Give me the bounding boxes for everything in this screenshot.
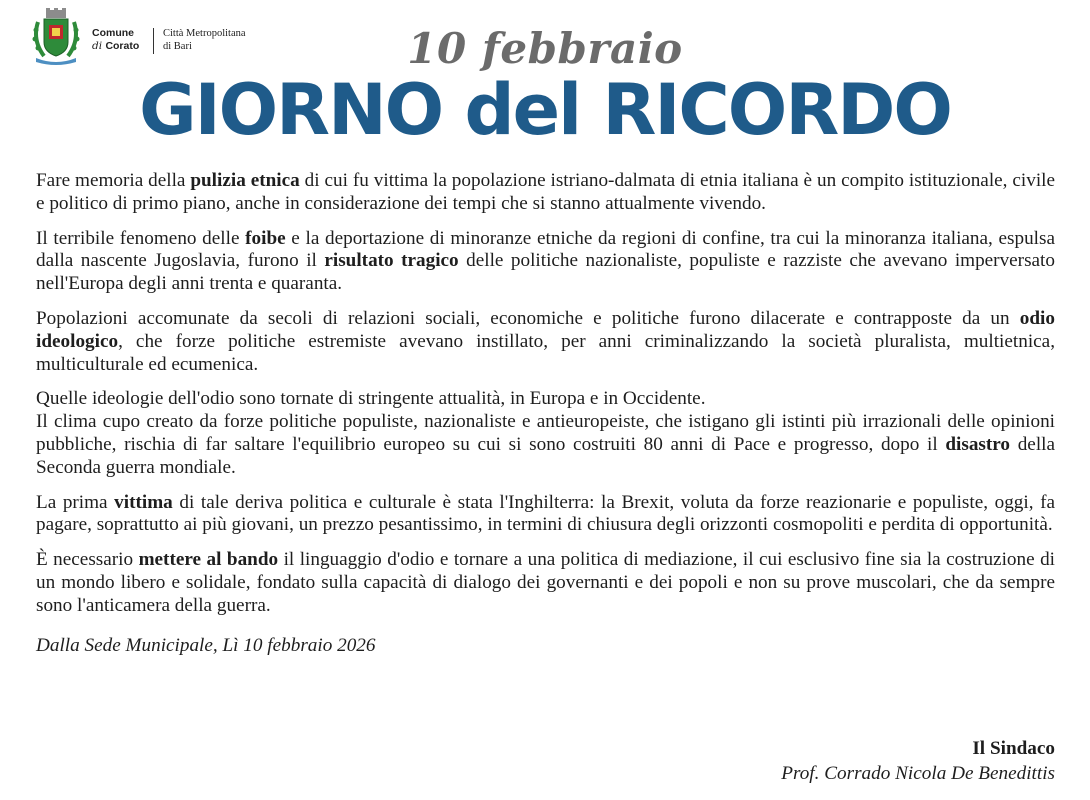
paragraph-text: La prima <box>36 491 115 513</box>
paragraph-text: il linguaggio d'odio e tornare a una politica di mediazione, il cui esclusivo fine sia la costruzione di un mondo libero e solidale, fondato sulla capacità di dialogo dei governanti e dei popoli e non su prove muscolari, che da sempre sono l'anticamera della guerra. <box>36 549 1055 616</box>
paragraph-text: di cui fu vittima la popolazione istriano-dalmata di etnia italiana è un compito istituzionale, civile e politico di primo piano, anche in considerazione dei tempi che si stanno attualmente vivendo. <box>36 170 1056 214</box>
header <box>0 0 1090 150</box>
paragraph-text: e la deportazione di minoranze etniche da regioni di confine, tra cui la minoranza italiana, espulsa dalla nascente Jugoslavia, furono il <box>36 227 1055 272</box>
place-and-date: Dalla Sede Municipale, Lì 10 febbraio 2026 <box>36 634 376 656</box>
paragraph-text: Fare memoria della <box>36 170 191 191</box>
logo-metro-line1: Città Metropolitana <box>163 28 246 39</box>
paragraph-2 <box>36 228 1055 296</box>
main-title: GIORNO del RICORDO <box>139 69 951 151</box>
paragraph-emphasis: vittima <box>114 491 173 513</box>
paragraph-text: delle politiche nazionaliste, populiste e razziste che avevano imperversato nell'Europa degli anni trenta e quaranta. <box>36 250 1055 295</box>
paragraph-emphasis: pulizia etnica <box>190 170 300 191</box>
logo-di-label: di <box>92 40 103 52</box>
paragraph-3 <box>36 308 1055 376</box>
paragraph-6 <box>36 549 1055 617</box>
paragraph-4 <box>36 388 1055 479</box>
paragraph-text: Popolazioni accomunate da secoli di relazioni sociali, economiche e politiche furono dilacerate e contrapposte da un <box>36 307 1020 329</box>
paragraph-text: Il clima cupo creato da forze politiche populiste, nazionaliste e antieuropeiste, che istigano gli istinti più irrazionali delle opinioni pubbliche, rischia di far saltare l'equilibrio europeo su cui si sono costruiti 80 anni di Pace e progresso, dopo il <box>36 411 1055 455</box>
body-text <box>36 170 1055 657</box>
paragraph-emphasis: risultato tragico <box>324 250 459 272</box>
paragraph-emphasis: disastro <box>945 433 1011 455</box>
paragraph-text: della Seconda guerra mondiale. <box>36 433 1055 478</box>
signature-block <box>781 736 1055 786</box>
paragraph-text: di tale deriva politica e culturale è stata l'Inghilterra: la Brexit, voluta da forze reazionarie e populiste, oggi, fa pagare, soprattutto ai più giovani, un prezzo pesantissimo, in termini di chiusura degli orizzonti cosmopoliti e perdita di opportunità. <box>36 491 1056 536</box>
paragraph-text: Il terribile fenomeno delle <box>36 227 246 249</box>
paragraph-5 <box>36 492 1055 538</box>
date-title: 10 febbraio <box>407 24 683 73</box>
paragraph-emphasis: foibe <box>245 227 286 249</box>
paragraph-emphasis: mettere al bando <box>138 549 279 571</box>
paragraph-text: È necessario <box>36 549 139 571</box>
paragraph-text: , che forze politiche estremiste avevano instillato, per anni criminalizzando la società pluralista, multietnica, multiculturale ed ecumenica. <box>36 330 1055 375</box>
paragraph-1 <box>36 170 1055 216</box>
signature-title: Il Sindaco <box>972 738 1055 759</box>
paragraph-text: Quelle ideologie dell'odio sono tornate di stringente attualità, in Europa e in Occidente. <box>36 388 706 410</box>
signature-name: Prof. Corrado Nicola De Benedittis <box>781 763 1055 784</box>
logo-comune-label: Comune <box>92 27 134 39</box>
logo-corato-label: Corato <box>105 40 140 52</box>
paragraph-emphasis: odio ideologico <box>36 307 1055 352</box>
logo-metro-line2: di Bari <box>163 41 192 52</box>
